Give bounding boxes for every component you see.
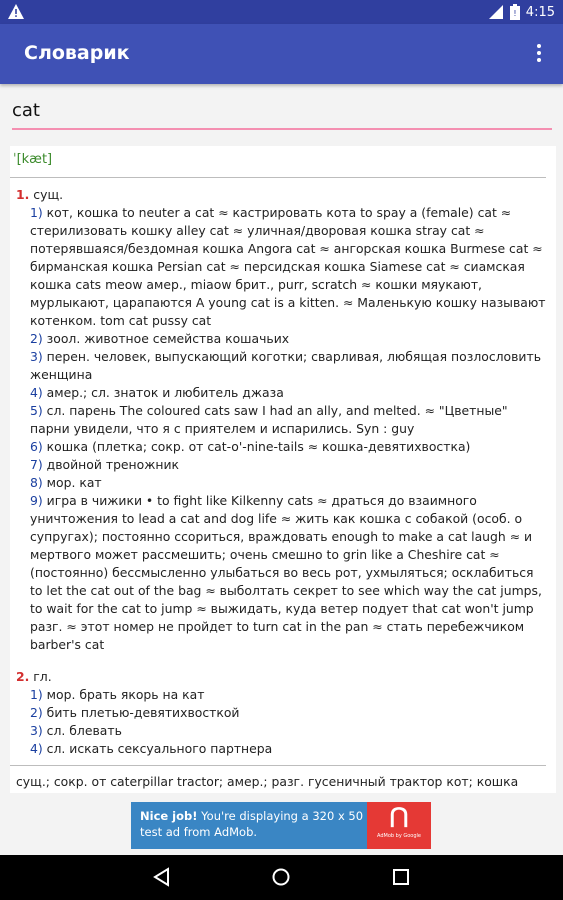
divider [10,765,546,766]
sense-item: 3) перен. человек, выпускающий коготки; сварливая, любящая позлословить женщина [30,349,542,382]
navigation-bar [0,855,563,900]
transcription: ˈ[kæt] [13,152,53,167]
sense-item: 8) мор. кат [30,475,102,490]
sense-item: 1) кот, кошка to neuter a cat ≈ кастрировать кота to spay a (female) cat ≈ стерилизовать кошку alley cat ≈ уличная/дворовая кошка stray cat ≈ потерявшаяся/бездомная кошка Angora cat ≈ ангорская кошка Burmese cat ≈ бирманская кошка Persian cat ≈ персидская кошка Siamese cat ≈ сиамская кошка cats meow амер., miaow брит., purr, scratch ≈ кошки мяукают, мурлыкают, царапаются A young cat is a kitten. ≈ Маленькую кошку называют котенком. tom cat pussy cat [30,205,546,328]
entry-body [16,186,546,758]
sense-item: 1) мор. брать якорь на кат [30,687,205,702]
signal-icon [488,4,504,20]
status-bar [0,0,563,24]
back-icon[interactable] [152,867,172,887]
search-underline [12,128,552,130]
app-title: Словарик [24,42,130,64]
sense-item: 4) амер.; сл. знаток и любитель джаза [30,385,284,400]
clock: 4:15 [525,4,555,20]
svg-text:!: ! [513,9,517,18]
recents-icon[interactable] [391,867,411,887]
admob-logo: ⋂ AdMob by Google [367,802,431,849]
overflow-menu-icon[interactable] [535,42,543,66]
sense-item: 2) бить плетью-девятихвосткой [30,705,240,720]
pos-heading: 2. гл. [16,669,52,684]
sense-item: 2) зоол. животное семейства кошачьих [30,331,290,346]
ad-text: Nice job! You're displaying a 320 x 50 test ad from AdMob. [140,809,364,839]
battery-icon [510,4,520,20]
admob-icon: ⋂ [389,804,409,829]
warning-icon [7,3,25,21]
sense-item: 4) сл. искать сексуального партнера [30,741,273,756]
search-input[interactable] [12,98,552,125]
search-field [12,98,552,130]
translation-card [10,146,556,793]
divider [10,177,546,178]
home-icon[interactable] [271,867,291,887]
sense-item: 9) игра в чижики • to fight like Kilkenny cats ≈ драться до взаимного уничтожения to lead a cat and dog life ≈ жить как кошка с собакой (особ. о супругах); постоянно ссориться, враждовать enough to make a cat laugh ≈ и мертвого может рассмешить; очень смешно to grin like a Cheshire cat ≈ (постоянно) бессмысленно улыбаться во весь рот, ухмыляться; осклабиться to let the cat out of the bag ≈ выболтать секрет to see which way the cat jumps, to wait for the cat to jump ≈ выжидать, куда ветер подует that cat won't jump разг. ≈ этот номер не пройдет to turn cat in the pan ≈ стать перебежчиком barber's cat [30,493,542,652]
sense-item: 5) сл. парень The coloured cats saw I had an ally, and melted. ≈ "Цветные" парни увидели, что я с приятелем и испарились. Syn : guy [30,403,508,436]
sense-item: 6) кошка (плетка; сокр. от cat-o'-nine-tails ≈ кошка-девятихвостка) [30,439,471,454]
app-bar [0,24,563,84]
pos-heading: 1. сущ. [16,187,64,202]
second-entry: сущ.; сокр. от caterpillar tractor; амер.; разг. гусеничный трактор кот; кошка [16,774,519,789]
ad-banner[interactable] [131,802,431,849]
sense-item: 3) сл. блевать [30,723,122,738]
sense-item: 7) двойной треножник [30,457,180,472]
